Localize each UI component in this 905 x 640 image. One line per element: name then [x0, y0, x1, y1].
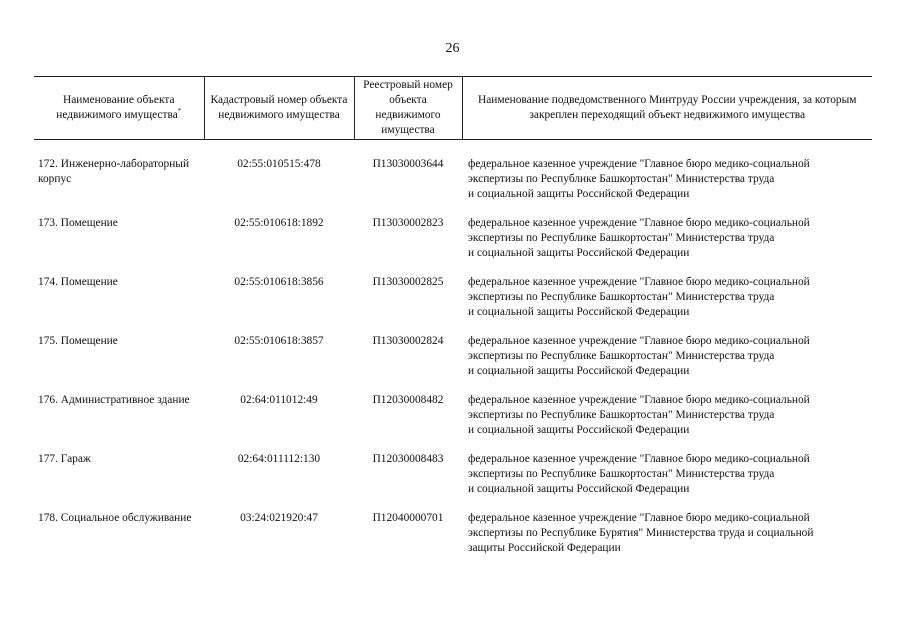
- object-name-cell: 174. Помещение: [38, 276, 118, 288]
- object-name-cell: 172. Инженерно-лабораторный корпус: [38, 158, 190, 185]
- property-table: [34, 76, 872, 570]
- registry-number-cell: П13030003644: [372, 158, 444, 170]
- object-name-cell: 175. Помещение: [38, 335, 118, 347]
- header-registry-number: Реестровый номер объекта недвижимого имущества: [354, 77, 462, 140]
- organization-cell: федеральное казенное учреждение "Главное бюро медико-социальной экспертизы по Республике Башкортостан" Министерства труда и социальной защиты Российской Федерации: [468, 276, 810, 318]
- table-row: [34, 393, 872, 452]
- header-object-name: [34, 77, 204, 140]
- cadastral-number-cell: 02:55:010618:3856: [234, 276, 324, 288]
- object-name-cell: 178. Социальное обслуживание: [38, 512, 192, 524]
- table-header-row: [34, 77, 872, 140]
- registry-number-cell: П13030002824: [372, 335, 444, 347]
- header-object-name-text: Наименование объекта недвижимого имущества: [56, 94, 178, 121]
- header-cadastral-number: Кадастровый номер объекта недвижимого имущества: [204, 77, 354, 140]
- object-name-cell: 176. Административное здание: [38, 394, 190, 406]
- table-row: [34, 334, 872, 393]
- table-row: [34, 275, 872, 334]
- cadastral-number-cell: 02:55:010515:478: [237, 158, 321, 170]
- header-organization: Наименование подведомственного Минтруду России учреждения, за которым закреплен переходящий объект недвижимого имущества: [462, 77, 872, 140]
- organization-cell: федеральное казенное учреждение "Главное бюро медико-социальной экспертизы по Республике Башкортостан" Министерства труда и социальной защиты Российской Федерации: [468, 335, 810, 377]
- organization-cell: федеральное казенное учреждение "Главное бюро медико-социальной экспертизы по Республике Башкортостан" Министерства труда и социальной защиты Российской Федерации: [468, 217, 810, 259]
- organization-cell: федеральное казенное учреждение "Главное бюро медико-социальной экспертизы по Республике Башкортостан" Министерства труда и социальной защиты Российской Федерации: [468, 158, 810, 200]
- table-row: [34, 140, 872, 217]
- registry-number-cell: П13030002825: [372, 276, 444, 288]
- table-row: [34, 452, 872, 511]
- cadastral-number-cell: 02:64:011112:130: [237, 453, 321, 465]
- organization-cell: федеральное казенное учреждение "Главное бюро медико-социальной экспертизы по Республике Башкортостан" Министерства труда и социальной защиты Российской Федерации: [468, 394, 810, 436]
- table-row: [34, 216, 872, 275]
- table-row: [34, 511, 872, 570]
- cadastral-number-cell: 03:24:021920:47: [240, 512, 318, 524]
- organization-cell: федеральное казенное учреждение "Главное бюро медико-социальной экспертизы по Республике Башкортостан" Министерства труда и социальной защиты Российской Федерации: [468, 453, 810, 495]
- object-name-cell: 177. Гараж: [38, 453, 91, 465]
- organization-cell: федеральное казенное учреждение "Главное бюро медико-социальной экспертизы по Республике Бурятия" Министерства труда и социальной защиты Российской Федерации: [468, 512, 814, 554]
- registry-number-cell: П12040000701: [372, 512, 444, 524]
- object-name-cell: 173. Помещение: [38, 217, 118, 229]
- registry-number-cell: П12030008483: [372, 453, 444, 465]
- page-number: 26: [445, 41, 460, 56]
- footnote-mark: *: [177, 107, 182, 116]
- cadastral-number-cell: 02:55:010618:1892: [234, 217, 324, 229]
- registry-number-cell: П13030002823: [372, 217, 444, 229]
- cadastral-number-cell: 02:55:010618:3857: [234, 335, 324, 347]
- registry-number-cell: П12030008482: [372, 394, 444, 406]
- cadastral-number-cell: 02:64:011012:49: [240, 394, 318, 406]
